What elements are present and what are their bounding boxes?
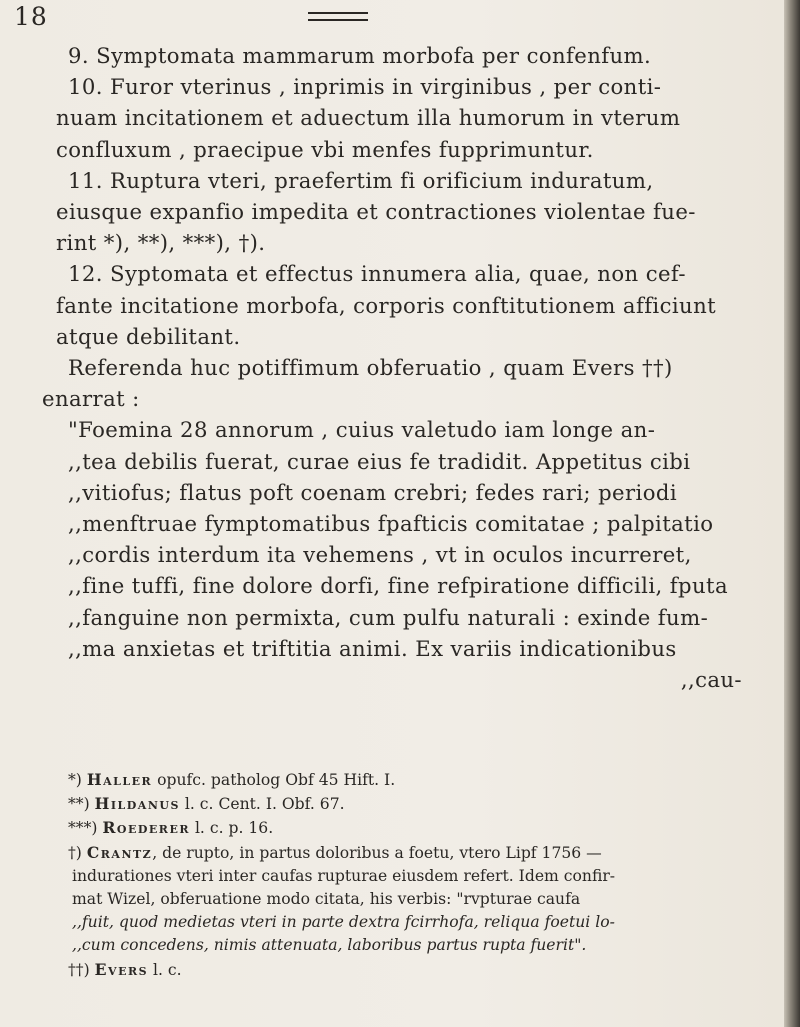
text-line: 11. Ruptura vteri, praefertim fi orificium induratum, xyxy=(68,167,654,193)
footnote xyxy=(68,816,768,840)
footnote-mark: *) xyxy=(68,771,82,789)
catchword: ,,cau- xyxy=(680,667,742,693)
text-line: ,,ma anxietas et triftitia animi. Ex variis indicationibus xyxy=(68,635,677,661)
text-line: ,,fine tuffi, fine dolore dorfi, fine refpiratione difficili, fputa xyxy=(68,573,728,599)
footnote-continuation: indurationes vteri inter caufas rupturae eiusdem refert. Idem confir- xyxy=(72,866,616,885)
footnote xyxy=(68,768,768,792)
main-text xyxy=(42,40,768,695)
text-line: ,,tea debilis fuerat, curae eius fe tradidit. Appetitus cibi xyxy=(68,448,691,474)
text-line: fante incitatione morbofa, corporis conftitutionem afficiunt xyxy=(56,292,717,318)
text-line: atque debilitant. xyxy=(56,323,241,349)
footnote-mark: ***) xyxy=(68,819,98,838)
text-line: ,,fanguine non permixta, cum pulfu naturali : exinde fum- xyxy=(68,604,709,630)
footnote-continuation: ,,cum concedens, nimis attenuata, laboribus partus rupta fuerit". xyxy=(72,936,587,955)
footnote-text: opufc. patholog Obf 45 Hift. I. xyxy=(152,771,396,789)
text-line: ,,cordis interdum ita vehemens , vt in oculos incurreret, xyxy=(68,542,692,568)
footnote-author: Hildanus xyxy=(94,794,180,814)
footnote-author: Evers xyxy=(94,959,149,979)
text-line: 12. Syptomata et effectus innumera alia, quae, non cef- xyxy=(68,261,686,287)
page-edge xyxy=(784,0,800,1027)
footnote-continuation: mat Wizel, obferuatione modo citata, his verbis: "rvpturae caufa xyxy=(72,890,581,909)
footnote xyxy=(68,792,768,816)
footnote-author: Crantz xyxy=(86,842,153,862)
text-line: rint *), **), ***), †). xyxy=(56,230,266,256)
footnote xyxy=(68,958,768,982)
text-line: 10. Furor vterinus , inprimis in virginibus , per conti- xyxy=(68,74,662,100)
footnote xyxy=(68,841,768,865)
footnote-text: l. c. Cent. I. Obf. 67. xyxy=(179,795,345,814)
footnote-text: , de rupto, in partus doloribus a foetu, vtero Lipf 1756 — xyxy=(152,843,602,862)
text-line: eiusque expanfio impedita et contractiones violentae fue- xyxy=(56,199,696,225)
text-line: enarrat : xyxy=(42,386,140,412)
footnote-mark: **) xyxy=(68,795,90,814)
footnote-mark: †) xyxy=(68,843,82,862)
text-line: ,,menftruae fymptomatibus fpafticis comitatae ; palpitatio xyxy=(68,511,714,537)
page-number: 18 xyxy=(14,2,48,31)
text-line: ,,vitiofus; flatus poft coenam crebri; fedes rari; periodi xyxy=(68,479,677,505)
footnote-continuation: ,,fuit, quod medietas vteri in parte dextra fcirrhofa, reliqua foetui lo- xyxy=(72,913,615,932)
text-line: Referenda huc potiffimum obferuatio , quam Evers ††) xyxy=(68,355,673,381)
footnote-author: Roederer xyxy=(102,818,190,838)
footnote-text: l. c. xyxy=(148,960,182,979)
text-line: nuam incitationem et aduectum illa humorum in vterum xyxy=(56,105,681,131)
footnote-author: Haller xyxy=(86,770,153,789)
text-line: 9. Symptomata mammarum morbofa per confenfum. xyxy=(68,43,652,68)
header-rule xyxy=(308,12,368,21)
footnote-text: l. c. p. 16. xyxy=(189,819,274,838)
footnotes xyxy=(68,768,768,982)
text-line: confluxum , praecipue vbi menfes fupprimuntur. xyxy=(56,136,594,162)
footnote-mark: ††) xyxy=(68,960,90,979)
text-line: "Foemina 28 annorum , cuius valetudo iam longe an- xyxy=(68,417,656,443)
